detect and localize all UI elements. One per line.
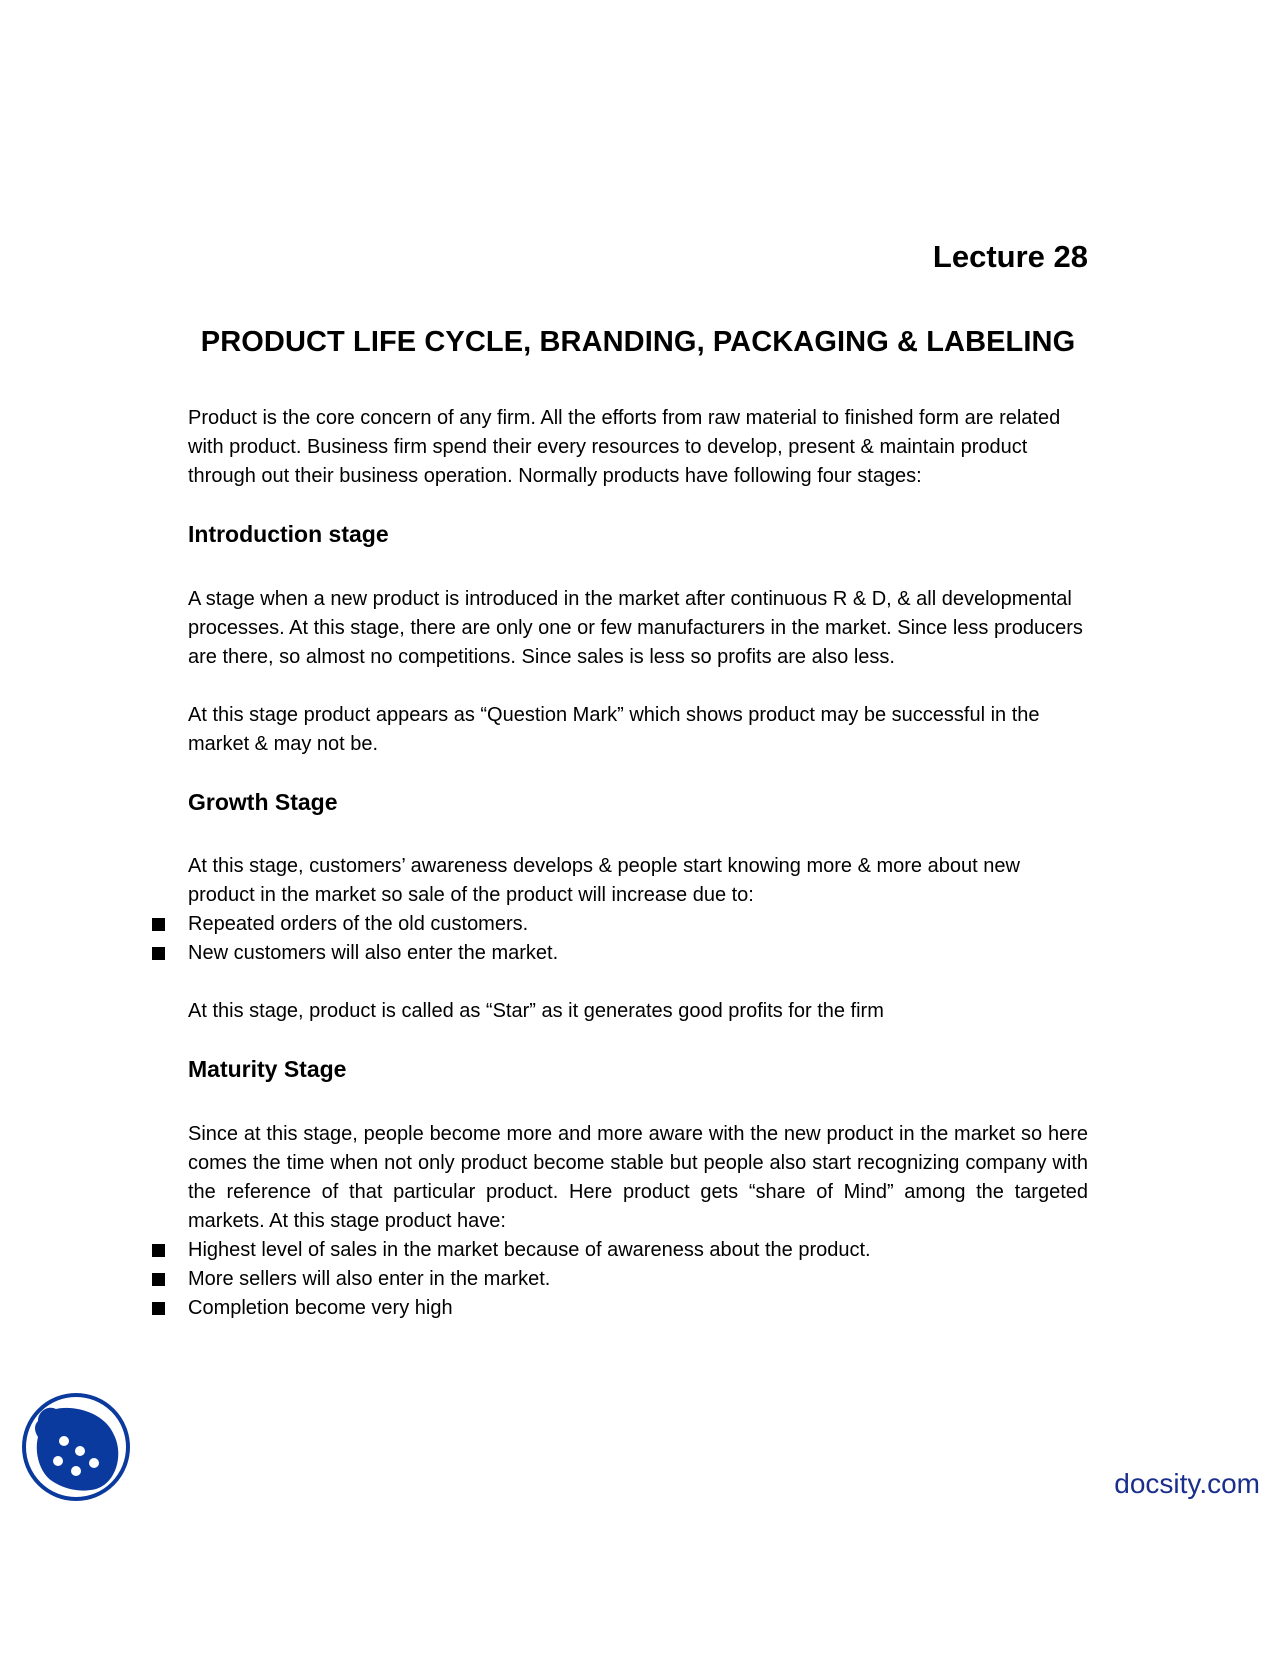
list-item-text: New customers will also enter the market. — [188, 942, 559, 965]
page-title: PRODUCT LIFE CYCLE, BRANDING, PACKAGING & LABELING — [200, 326, 1076, 359]
list-item — [188, 1265, 1088, 1294]
growth-paragraph-1: At this stage, customers’ awareness develops & people start knowing more & more about new product in the market so sale of the product will increase due to: — [188, 855, 1020, 907]
introduction-paragraph-1: A stage when a new product is introduced in the market after continuous R & D, & all developmental processes. At this stage, there are only one or few manufacturers in the market. Since less producers are there, so almost no competitions. Since sales is less so profits are also less. — [188, 587, 1083, 668]
lecture-number: Lecture 28 — [932, 239, 1088, 274]
bullet-square-icon — [152, 918, 165, 931]
list-item — [188, 1294, 1088, 1323]
maturity-paragraph-1: Since at this stage, people become more and more aware with the new product in the market so here comes the time when not only product become stable but people also start recognizing company with the reference of that particular product. Here product gets “share of Mind” among the targeted markets. At this stage product have: — [188, 1122, 1088, 1232]
bullet-square-icon — [152, 1273, 165, 1286]
growth-bullet-list — [188, 910, 1088, 968]
list-item-text: Highest level of sales in the market because of awareness about the product. — [188, 1238, 871, 1261]
maturity-heading: Maturity Stage — [188, 1056, 347, 1083]
maturity-bullet-list — [188, 1236, 1088, 1323]
growth-paragraph-2: At this stage, product is called as “Star” as it generates good profits for the firm — [188, 1000, 884, 1023]
introduction-heading: Introduction stage — [188, 520, 389, 547]
list-item — [188, 939, 1088, 968]
list-item — [188, 910, 1088, 939]
growth-heading: Growth Stage — [188, 788, 338, 815]
docsity-logo-icon[interactable] — [20, 1391, 132, 1503]
list-item-text: Completion become very high — [188, 1296, 453, 1319]
introduction-paragraph-2: At this stage product appears as “Question Mark” which shows product may be successful in the market & may not be. — [188, 703, 1040, 755]
page-content — [188, 238, 1088, 1323]
docsity-brand-link[interactable]: docsity.com — [1114, 1468, 1260, 1499]
bullet-square-icon — [152, 947, 165, 960]
list-item — [188, 1236, 1088, 1265]
list-item-text: Repeated orders of the old customers. — [188, 913, 529, 936]
intro-paragraph: Product is the core concern of any firm. All the efforts from raw material to finished form are related with product. Business firm spend their every resources to develop, present & maintain product through out their business operation. Normally products have following four stages: — [188, 406, 1061, 487]
bullet-square-icon — [152, 1244, 165, 1257]
bullet-square-icon — [152, 1302, 165, 1315]
list-item-text: More sellers will also enter in the market. — [188, 1267, 551, 1290]
